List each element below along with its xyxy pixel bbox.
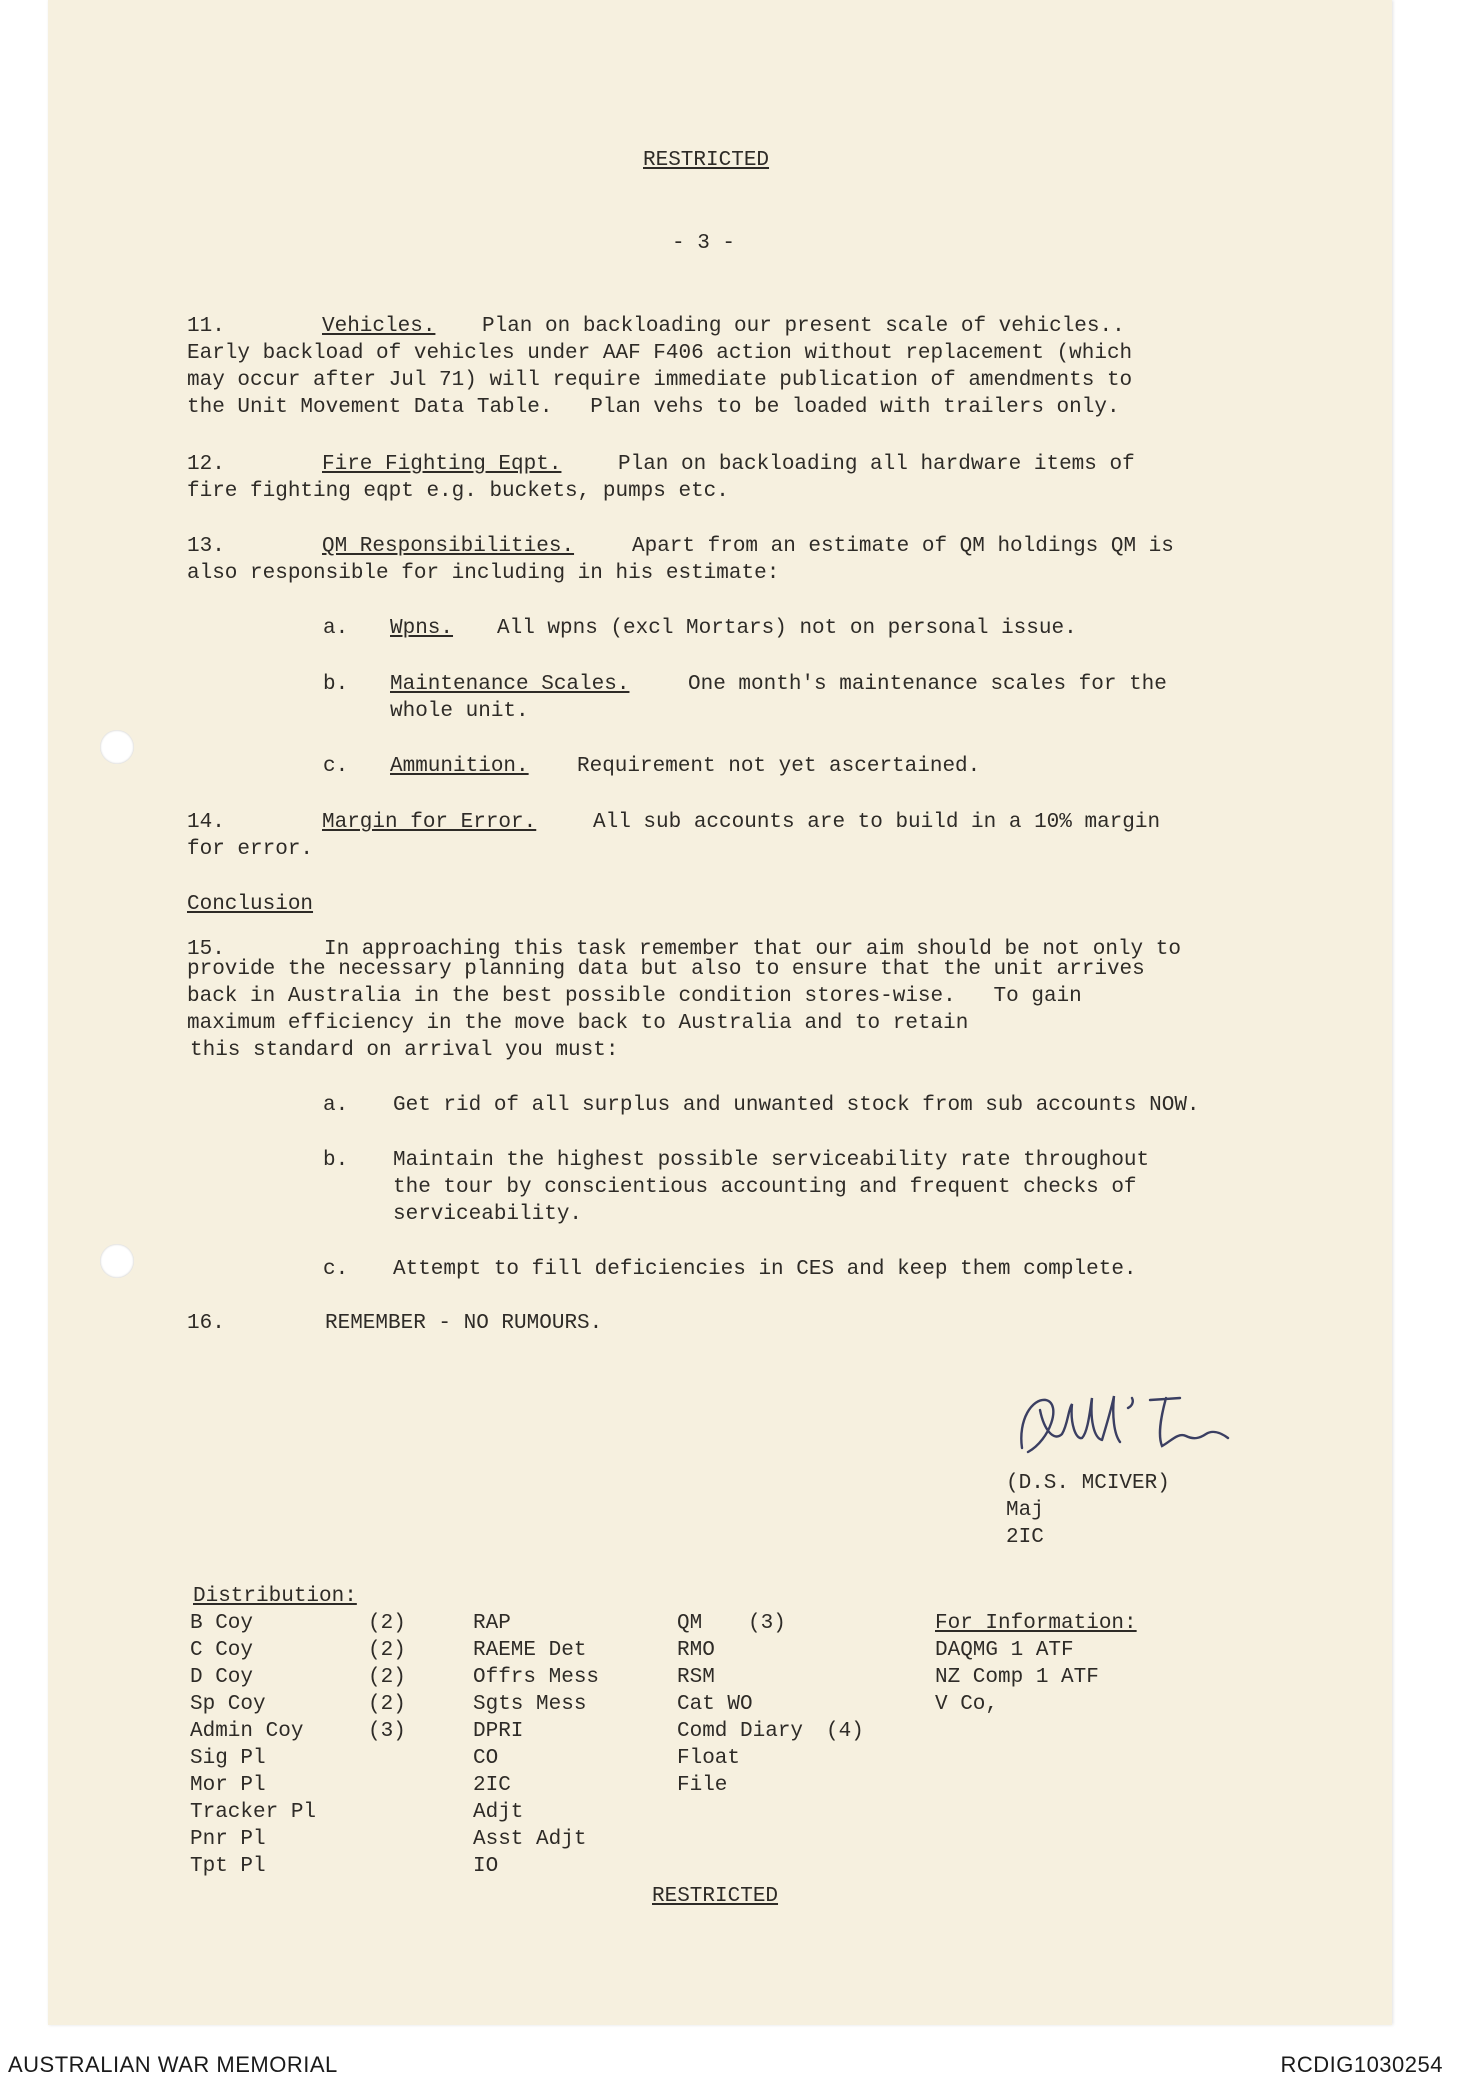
sub-item-heading: Maintenance Scales.: [390, 673, 630, 696]
para-text: Early backload of vehicles under AAF F406 action without replacement (which: [187, 342, 1133, 365]
distribution-item: Offrs Mess: [473, 1666, 600, 1689]
para-number: 14.: [187, 811, 225, 834]
distribution-item: Comd Diary: [677, 1720, 804, 1743]
sub-item-letter: b.: [323, 673, 349, 696]
distribution-item: QM: [677, 1612, 703, 1635]
para-heading: Vehicles.: [322, 315, 436, 338]
sub-item-text: All wpns (excl Mortars) not on personal issue.: [497, 617, 1077, 640]
sub-item-letter: c.: [323, 1258, 349, 1281]
page-number: - 3 -: [672, 232, 736, 255]
archive-reference: RCDIG1030254: [1280, 2052, 1443, 2077]
distribution-item: CO: [473, 1747, 499, 1770]
para-text: also responsible for including in his estimate:: [187, 562, 780, 585]
sub-item-letter: a.: [323, 1094, 349, 1117]
distribution-count: (4): [826, 1720, 864, 1743]
distribution-heading: Distribution:: [193, 1585, 357, 1608]
distribution-item: IO: [473, 1855, 499, 1878]
distribution-item: Adjt: [473, 1801, 524, 1824]
distribution-item: Mor Pl: [190, 1774, 266, 1797]
punch-hole: [100, 730, 134, 764]
classification-header: RESTRICTED: [643, 149, 770, 172]
distribution-item: B Coy: [190, 1612, 254, 1635]
sub-item-text: Get rid of all surplus and unwanted stock from sub accounts NOW.: [393, 1094, 1200, 1117]
handwritten-signature: [1010, 1380, 1250, 1470]
para-text: for error.: [187, 838, 314, 861]
distribution-count: (3): [368, 1720, 406, 1743]
distribution-item: Pnr Pl: [190, 1828, 266, 1851]
distribution-item: DPRI: [473, 1720, 524, 1743]
para-number: 12.: [187, 453, 225, 476]
para-text: In approaching this task remember that our aim should be not only to: [324, 938, 1181, 961]
signatory-rank: Maj: [1006, 1499, 1044, 1522]
distribution-item: RMO: [677, 1639, 715, 1662]
archive-name: AUSTRALIAN WAR MEMORIAL: [8, 2052, 338, 2077]
para-heading: QM Responsibilities.: [322, 535, 575, 558]
para-number: 13.: [187, 535, 225, 558]
sub-item-heading: Wpns.: [390, 617, 454, 640]
distribution-item: D Coy: [190, 1666, 254, 1689]
information-item: NZ Comp 1 ATF: [935, 1666, 1099, 1689]
sub-item-text: the tour by conscientious accounting and frequent checks of: [393, 1176, 1137, 1199]
signatory-name: (D.S. MCIVER): [1006, 1472, 1170, 1495]
distribution-count: (2): [368, 1612, 406, 1635]
sub-item-text: whole unit.: [390, 700, 529, 723]
para-number: 15.: [187, 938, 225, 961]
distribution-item: File: [677, 1774, 728, 1797]
distribution-item: Tpt Pl: [190, 1855, 266, 1878]
sub-item-text: Maintain the highest possible serviceability rate throughout: [393, 1149, 1150, 1172]
para-heading: Fire Fighting Eqpt.: [322, 453, 562, 476]
section-heading: Conclusion: [187, 893, 314, 916]
para-number: 16.: [187, 1312, 225, 1335]
distribution-count: (2): [368, 1693, 406, 1716]
sub-item-letter: a.: [323, 617, 349, 640]
distribution-item: Sp Coy: [190, 1693, 266, 1716]
information-item: V Co,: [935, 1693, 999, 1716]
distribution-count: (2): [368, 1666, 406, 1689]
para-number: 11.: [187, 315, 225, 338]
sub-item-letter: b.: [323, 1149, 349, 1172]
para-text: may occur after Jul 71) will require immediate publication of amendments to: [187, 369, 1133, 392]
distribution-item: RAEME Det: [473, 1639, 587, 1662]
distribution-item: 2IC: [473, 1774, 511, 1797]
sub-item-text: One month's maintenance scales for the: [688, 673, 1167, 696]
distribution-count: (3): [748, 1612, 786, 1635]
sub-item-text: serviceability.: [393, 1203, 583, 1226]
distribution-item: Float: [677, 1747, 741, 1770]
distribution-item: RAP: [473, 1612, 511, 1635]
punch-hole: [100, 1244, 134, 1278]
sub-item-text: Attempt to fill deficiencies in CES and keep them complete.: [393, 1258, 1137, 1281]
sub-item-letter: c.: [323, 755, 349, 778]
para-heading: Margin for Error.: [322, 811, 537, 834]
sub-item-text: Requirement not yet ascertained.: [577, 755, 981, 778]
distribution-item: Sig Pl: [190, 1747, 266, 1770]
distribution-count: (2): [368, 1639, 406, 1662]
para-text: fire fighting eqpt e.g. buckets, pumps etc.: [187, 480, 729, 503]
distribution-item: Sgts Mess: [473, 1693, 587, 1716]
para-text: provide the necessary planning data but also to ensure that the unit arrives: [187, 958, 1145, 981]
para-text: All sub accounts are to build in a 10% margin: [593, 811, 1161, 834]
information-item: DAQMG 1 ATF: [935, 1639, 1074, 1662]
para-text: Apart from an estimate of QM holdings QM is: [632, 535, 1174, 558]
signatory-appointment: 2IC: [1006, 1526, 1044, 1549]
distribution-item: Asst Adjt: [473, 1828, 587, 1851]
para-text: the Unit Movement Data Table. Plan vehs to be loaded with trailers only.: [187, 396, 1120, 419]
distribution-item: Cat WO: [677, 1693, 753, 1716]
sub-item-heading: Ammunition.: [390, 755, 529, 778]
para-text: back in Australia in the best possible condition stores-wise. To gain: [187, 985, 1082, 1008]
para-text: maximum efficiency in the move back to Australia and to retain: [187, 1012, 969, 1035]
distribution-item: RSM: [677, 1666, 715, 1689]
para-text: Plan on backloading all hardware items of: [618, 453, 1135, 476]
distribution-item: Admin Coy: [190, 1720, 304, 1743]
information-heading: For Information:: [935, 1612, 1137, 1635]
para-text: REMEMBER - NO RUMOURS.: [325, 1312, 603, 1335]
para-text: Plan on backloading our present scale of vehicles..: [482, 315, 1125, 338]
distribution-item: C Coy: [190, 1639, 254, 1662]
distribution-item: Tracker Pl: [190, 1801, 317, 1824]
classification-footer: RESTRICTED: [652, 1885, 779, 1908]
para-text: this standard on arrival you must:: [190, 1039, 619, 1062]
